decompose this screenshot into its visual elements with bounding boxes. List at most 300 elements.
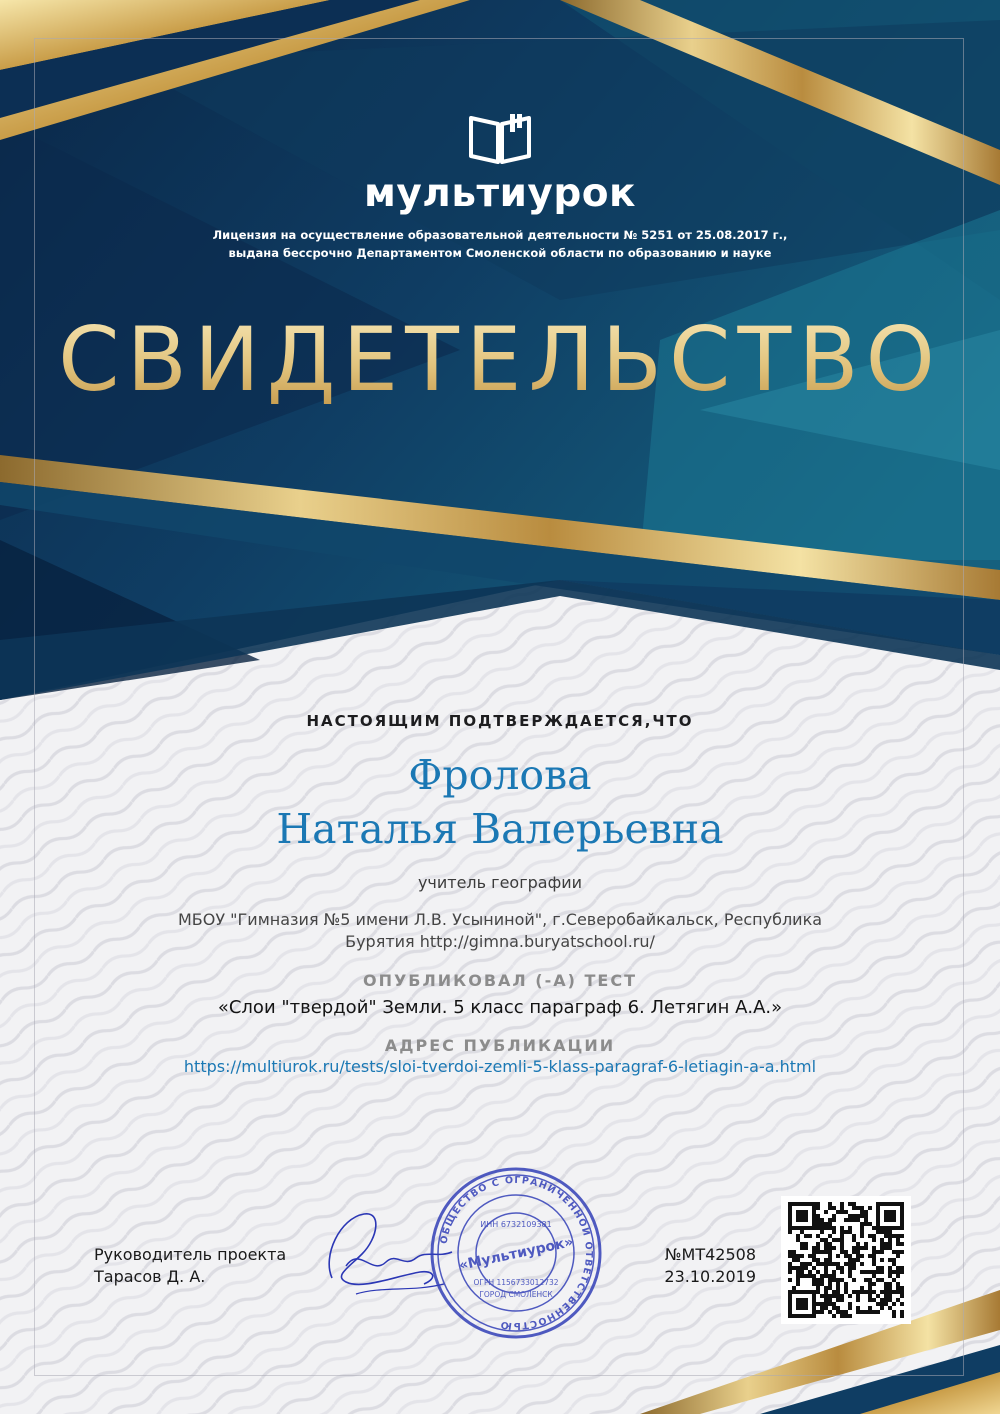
- qr-module: [864, 1218, 868, 1222]
- brand-logo: [0, 112, 1000, 166]
- qr-module: [832, 1294, 836, 1298]
- brand-name: мультиурок: [363, 171, 637, 216]
- qr-module: [892, 1314, 896, 1318]
- qr-module: [796, 1274, 800, 1278]
- qr-module: [788, 1270, 792, 1274]
- recipient-name: [0, 748, 1000, 856]
- qr-module: [852, 1258, 856, 1262]
- qr-module: [884, 1246, 888, 1250]
- qr-module: [792, 1258, 796, 1262]
- qr-module: [880, 1250, 884, 1254]
- qr-module: [860, 1226, 864, 1230]
- qr-module: [816, 1250, 820, 1254]
- qr-module: [840, 1238, 844, 1242]
- qr-module: [820, 1226, 824, 1230]
- qr-module: [896, 1270, 900, 1274]
- qr-module: [884, 1298, 888, 1302]
- qr-module: [840, 1226, 844, 1230]
- qr-module: [808, 1270, 812, 1274]
- qr-module: [840, 1202, 844, 1206]
- qr-module: [828, 1246, 832, 1250]
- qr-module: [840, 1298, 844, 1302]
- qr-module: [840, 1242, 844, 1246]
- qr-module: [812, 1266, 816, 1270]
- qr-module: [844, 1282, 848, 1286]
- qr-module: [824, 1242, 828, 1246]
- qr-module: [888, 1294, 892, 1298]
- qr-module: [872, 1262, 876, 1266]
- qr-module: [852, 1206, 856, 1210]
- qr-module: [812, 1250, 816, 1254]
- qr-module: [880, 1278, 884, 1282]
- qr-module: [856, 1290, 860, 1294]
- qr-module: [872, 1290, 876, 1294]
- qr-module: [900, 1234, 904, 1238]
- qr-module: [852, 1238, 856, 1242]
- organization-line-2: Бурятия http://gimna.buryatschool.ru/: [345, 932, 655, 951]
- qr-module: [828, 1274, 832, 1278]
- qr-module: [832, 1302, 836, 1306]
- qr-module: [820, 1294, 824, 1298]
- qr-module: [892, 1258, 896, 1262]
- qr-module: [868, 1306, 872, 1310]
- qr-module: [852, 1290, 856, 1294]
- qr-module: [896, 1250, 900, 1254]
- qr-module: [860, 1214, 864, 1218]
- qr-module: [804, 1234, 808, 1238]
- qr-module: [816, 1242, 820, 1246]
- qr-module: [820, 1222, 824, 1226]
- qr-module: [860, 1246, 864, 1250]
- qr-module: [856, 1206, 860, 1210]
- qr-module: [880, 1246, 884, 1250]
- qr-module: [860, 1310, 864, 1314]
- qr-module: [800, 1242, 804, 1246]
- qr-module: [820, 1306, 824, 1310]
- qr-module: [832, 1230, 836, 1234]
- qr-module: [892, 1278, 896, 1282]
- qr-module: [852, 1202, 856, 1206]
- qr-module: [872, 1274, 876, 1278]
- qr-module: [856, 1214, 860, 1218]
- qr-module: [832, 1290, 836, 1294]
- qr-module: [872, 1298, 876, 1302]
- qr-module: [852, 1234, 856, 1238]
- qr-module: [816, 1234, 820, 1238]
- qr-module: [836, 1290, 840, 1294]
- qr-module: [812, 1254, 816, 1258]
- qr-module: [800, 1274, 804, 1278]
- qr-module: [828, 1254, 832, 1258]
- publication-link[interactable]: https://multiurok.ru/tests/sloi-tverdoi-zemli-5-klass-paragraf-6-letiagin-a-a.html: [183, 1057, 817, 1076]
- qr-module: [788, 1262, 792, 1266]
- qr-module: [816, 1258, 820, 1262]
- certificate-title: СВИДЕТЕЛЬСТВО: [0, 310, 1000, 410]
- qr-module: [816, 1218, 820, 1222]
- qr-module: [880, 1258, 884, 1262]
- qr-module: [824, 1286, 828, 1290]
- qr-module: [812, 1246, 816, 1250]
- qr-module: [816, 1290, 820, 1294]
- qr-module: [824, 1302, 828, 1306]
- qr-module: [860, 1234, 864, 1238]
- qr-module: [848, 1218, 852, 1222]
- qr-module: [884, 1290, 888, 1294]
- document-info: [600, 1244, 756, 1288]
- qr-module: [860, 1262, 864, 1266]
- qr-module: [864, 1210, 868, 1214]
- qr-module: [824, 1306, 828, 1310]
- qr-module: [788, 1250, 792, 1254]
- qr-module: [856, 1306, 860, 1310]
- qr-module: [832, 1270, 836, 1274]
- document-number: №МТ42508: [664, 1245, 756, 1264]
- work-title: «Слои "твердой" Земли. 5 класс параграф 6. Летягин А.А.»: [217, 997, 783, 1018]
- qr-module: [872, 1246, 876, 1250]
- qr-module: [892, 1310, 896, 1314]
- qr-module: [900, 1242, 904, 1246]
- qr-module: [880, 1242, 884, 1246]
- qr-module: [864, 1242, 868, 1246]
- qr-module: [796, 1282, 800, 1286]
- qr-module: [888, 1290, 892, 1294]
- qr-module: [824, 1290, 828, 1294]
- qr-module: [892, 1262, 896, 1266]
- qr-module: [852, 1218, 856, 1222]
- qr-module: [824, 1250, 828, 1254]
- qr-module: [880, 1306, 884, 1310]
- qr-module: [884, 1302, 888, 1306]
- qr-module: [848, 1306, 852, 1310]
- qr-module: [836, 1306, 840, 1310]
- recipient-position: учитель географии: [417, 873, 583, 892]
- stamp-city: ГОРОД СМОЛЕНСК: [479, 1290, 553, 1299]
- qr-module: [884, 1282, 888, 1286]
- qr-module: [816, 1226, 820, 1230]
- qr-module: [824, 1238, 828, 1242]
- qr-module: [836, 1294, 840, 1298]
- qr-module: [816, 1302, 820, 1306]
- qr-module: [840, 1310, 844, 1314]
- qr-module: [820, 1238, 824, 1242]
- qr-module: [876, 1278, 880, 1282]
- qr-module: [788, 1254, 792, 1258]
- qr-module: [828, 1206, 832, 1210]
- qr-module: [848, 1270, 852, 1274]
- qr-module: [868, 1222, 872, 1226]
- qr-module: [828, 1250, 832, 1254]
- qr-module: [840, 1314, 844, 1318]
- qr-module: [816, 1310, 820, 1314]
- open-book-icon: [467, 112, 533, 166]
- qr-module: [892, 1234, 896, 1238]
- qr-module: [896, 1274, 900, 1278]
- qr-module: [812, 1274, 816, 1278]
- qr-module: [840, 1246, 844, 1250]
- qr-module: [892, 1290, 896, 1294]
- qr-module: [840, 1270, 844, 1274]
- qr-module: [844, 1262, 848, 1266]
- qr-module: [880, 1270, 884, 1274]
- qr-module: [844, 1250, 848, 1254]
- qr-module: [840, 1250, 844, 1254]
- qr-module: [888, 1238, 892, 1242]
- qr-module: [828, 1222, 832, 1226]
- qr-module: [856, 1258, 860, 1262]
- qr-module: [864, 1270, 868, 1274]
- qr-module: [884, 1294, 888, 1298]
- qr-module: [860, 1286, 864, 1290]
- qr-module: [848, 1214, 852, 1218]
- qr-module: [868, 1282, 872, 1286]
- qr-module: [804, 1246, 808, 1250]
- qr-module: [820, 1310, 824, 1314]
- qr-module: [868, 1270, 872, 1274]
- qr-module: [836, 1238, 840, 1242]
- qr-module: [888, 1282, 892, 1286]
- stamp-inn: ИНН 6732109381: [480, 1220, 552, 1229]
- qr-module: [864, 1246, 868, 1250]
- qr-module: [844, 1290, 848, 1294]
- qr-module: [836, 1210, 840, 1214]
- qr-module: [892, 1270, 896, 1274]
- qr-module: [888, 1286, 892, 1290]
- qr-module: [820, 1278, 824, 1282]
- qr-module: [816, 1282, 820, 1286]
- qr-module: [796, 1270, 800, 1274]
- qr-module: [856, 1310, 860, 1314]
- qr-module: [856, 1254, 860, 1258]
- qr-module: [836, 1298, 840, 1302]
- qr-module: [884, 1230, 888, 1234]
- qr-finder-pattern: [884, 1210, 896, 1222]
- qr-code-icon: [781, 1196, 911, 1324]
- stamp-center-text: «Мультиурок»: [457, 1234, 575, 1274]
- qr-module: [856, 1246, 860, 1250]
- qr-module: [848, 1314, 852, 1318]
- qr-module: [836, 1254, 840, 1258]
- document-date: 23.10.2019: [664, 1267, 756, 1286]
- qr-module: [832, 1262, 836, 1266]
- qr-module: [828, 1262, 832, 1266]
- qr-module: [900, 1294, 904, 1298]
- qr-module: [832, 1238, 836, 1242]
- qr-module: [820, 1262, 824, 1266]
- qr-module: [856, 1242, 860, 1246]
- qr-module: [800, 1246, 804, 1250]
- qr-module: [876, 1270, 880, 1274]
- qr-module: [876, 1250, 880, 1254]
- qr-module: [876, 1266, 880, 1270]
- signatory-name: Тарасов Д. А.: [94, 1267, 206, 1286]
- qr-module: [800, 1270, 804, 1274]
- stamp-ogrn: ОГРН 1156733012732: [473, 1278, 559, 1287]
- qr-module: [836, 1310, 840, 1314]
- qr-module: [824, 1222, 828, 1226]
- qr-module: [832, 1226, 836, 1230]
- qr-module: [840, 1278, 844, 1282]
- qr-module: [896, 1254, 900, 1258]
- qr-module: [828, 1226, 832, 1230]
- qr-module: [824, 1246, 828, 1250]
- qr-module: [808, 1254, 812, 1258]
- qr-module: [828, 1302, 832, 1306]
- qr-module: [876, 1310, 880, 1314]
- qr-module: [888, 1258, 892, 1262]
- qr-module: [848, 1202, 852, 1206]
- qr-module: [816, 1214, 820, 1218]
- qr-module: [828, 1298, 832, 1302]
- qr-module: [880, 1238, 884, 1242]
- qr-module: [900, 1310, 904, 1314]
- qr-module: [832, 1214, 836, 1218]
- stamp-ring-text: ОБЩЕСТВО С ОГРАНИЧЕННОЙ ОТВЕТСТВЕННОСТЬЮ: [438, 1174, 595, 1332]
- qr-module: [796, 1234, 800, 1238]
- recipient-given-names: Наталья Валерьевна: [276, 805, 724, 853]
- qr-module: [884, 1242, 888, 1246]
- qr-module: [852, 1250, 856, 1254]
- qr-module: [868, 1294, 872, 1298]
- qr-module: [880, 1298, 884, 1302]
- qr-module: [816, 1222, 820, 1226]
- qr-module: [824, 1270, 828, 1274]
- qr-module: [900, 1266, 904, 1270]
- qr-module: [788, 1230, 792, 1234]
- qr-module: [892, 1250, 896, 1254]
- qr-module: [864, 1222, 868, 1226]
- qr-module: [808, 1274, 812, 1278]
- qr-module: [888, 1270, 892, 1274]
- qr-module: [852, 1266, 856, 1270]
- qr-module: [896, 1298, 900, 1302]
- qr-module: [844, 1230, 848, 1234]
- qr-module: [800, 1266, 804, 1270]
- qr-module: [856, 1294, 860, 1298]
- qr-module: [880, 1266, 884, 1270]
- qr-module: [864, 1278, 868, 1282]
- qr-module: [864, 1310, 868, 1314]
- qr-module: [868, 1254, 872, 1258]
- qr-module: [844, 1314, 848, 1318]
- qr-module: [876, 1302, 880, 1306]
- qr-module: [844, 1210, 848, 1214]
- qr-module: [896, 1238, 900, 1242]
- qr-module: [836, 1278, 840, 1282]
- qr-module: [868, 1286, 872, 1290]
- qr-module: [792, 1286, 796, 1290]
- license-line-2: выдана бессрочно Департаментом Смоленской области по образованию и науке: [228, 246, 772, 260]
- qr-module: [896, 1266, 900, 1270]
- qr-finder-pattern: [796, 1210, 808, 1222]
- qr-module: [824, 1294, 828, 1298]
- qr-module: [828, 1242, 832, 1246]
- qr-module: [824, 1298, 828, 1302]
- qr-module: [872, 1258, 876, 1262]
- qr-module: [800, 1230, 804, 1234]
- qr-module: [832, 1206, 836, 1210]
- qr-module: [832, 1274, 836, 1278]
- qr-module: [888, 1266, 892, 1270]
- qr-module: [860, 1206, 864, 1210]
- qr-module: [884, 1234, 888, 1238]
- company-stamp: [426, 1163, 606, 1343]
- qr-module: [888, 1234, 892, 1238]
- qr-module: [836, 1266, 840, 1270]
- qr-module: [852, 1278, 856, 1282]
- qr-module: [816, 1206, 820, 1210]
- qr-module: [804, 1266, 808, 1270]
- qr-module: [804, 1242, 808, 1246]
- qr-module: [816, 1286, 820, 1290]
- qr-module: [840, 1266, 844, 1270]
- qr-module: [848, 1294, 852, 1298]
- qr-module: [832, 1314, 836, 1318]
- qr-module: [872, 1238, 876, 1242]
- qr-module: [860, 1290, 864, 1294]
- qr-module: [844, 1310, 848, 1314]
- qr-module: [816, 1278, 820, 1282]
- qr-module: [896, 1290, 900, 1294]
- signatory-role: Руководитель проекта: [94, 1245, 287, 1264]
- qr-module: [844, 1218, 848, 1222]
- qr-module: [840, 1206, 844, 1210]
- qr-module: [900, 1290, 904, 1294]
- qr-module: [796, 1266, 800, 1270]
- qr-module: [880, 1230, 884, 1234]
- qr-module: [860, 1210, 864, 1214]
- qr-module: [864, 1290, 868, 1294]
- qr-module: [816, 1262, 820, 1266]
- qr-module: [900, 1250, 904, 1254]
- qr-module: [872, 1310, 876, 1314]
- qr-module: [828, 1282, 832, 1286]
- qr-module: [844, 1254, 848, 1258]
- qr-module: [896, 1234, 900, 1238]
- qr-module: [872, 1234, 876, 1238]
- qr-module: [804, 1274, 808, 1278]
- qr-module: [788, 1266, 792, 1270]
- qr-module: [832, 1278, 836, 1282]
- qr-module: [836, 1282, 840, 1286]
- qr-module: [852, 1262, 856, 1266]
- qr-module: [828, 1294, 832, 1298]
- qr-module: [844, 1286, 848, 1290]
- qr-module: [828, 1202, 832, 1206]
- qr-module: [828, 1286, 832, 1290]
- qr-module: [888, 1306, 892, 1310]
- qr-module: [860, 1230, 864, 1234]
- qr-module: [872, 1254, 876, 1258]
- qr-module: [820, 1250, 824, 1254]
- qr-module: [876, 1230, 880, 1234]
- qr-module: [804, 1262, 808, 1266]
- qr-module: [836, 1286, 840, 1290]
- qr-module: [840, 1210, 844, 1214]
- qr-module: [848, 1226, 852, 1230]
- qr-module: [892, 1302, 896, 1306]
- qr-module: [828, 1258, 832, 1262]
- qr-module: [792, 1254, 796, 1258]
- qr-module: [824, 1274, 828, 1278]
- qr-module: [816, 1270, 820, 1274]
- qr-module: [900, 1270, 904, 1274]
- qr-module: [796, 1258, 800, 1262]
- qr-module: [796, 1238, 800, 1242]
- qr-module: [864, 1214, 868, 1218]
- qr-module: [800, 1262, 804, 1266]
- confirm-text: НАСТОЯЩИМ ПОДТВЕРЖДАЕТСЯ,ЧТО: [306, 712, 694, 730]
- qr-module: [840, 1234, 844, 1238]
